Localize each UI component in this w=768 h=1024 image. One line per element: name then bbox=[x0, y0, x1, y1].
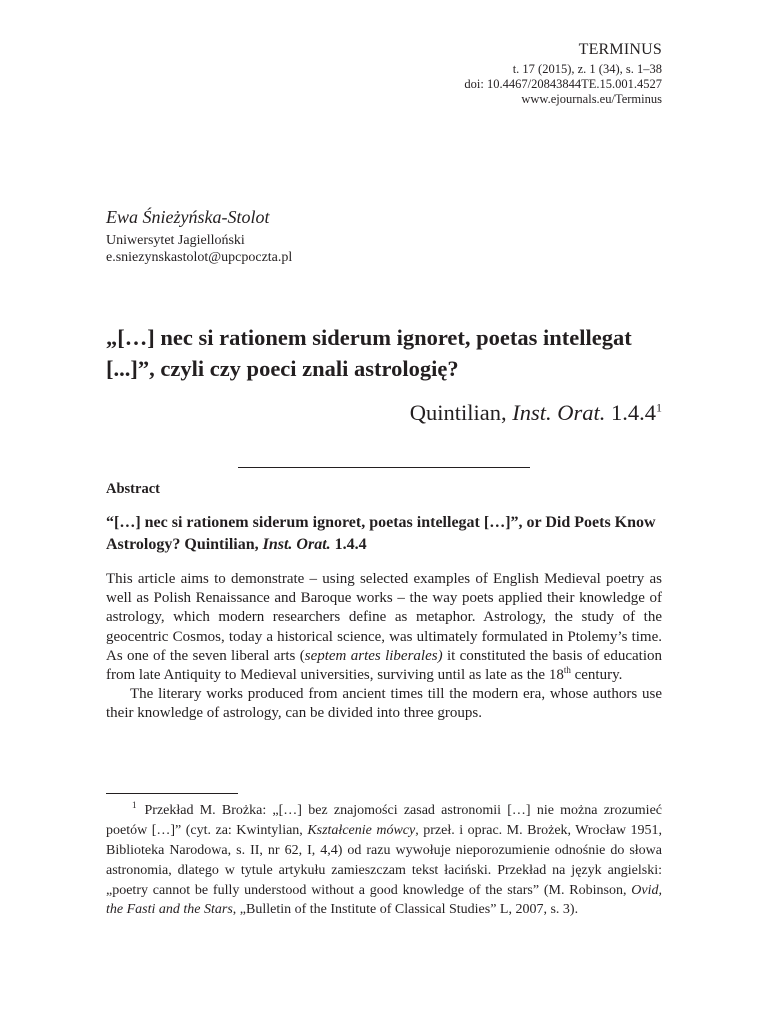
abstract-p1-text-c: century. bbox=[570, 666, 623, 683]
epigraph-author: Quintilian, bbox=[409, 400, 513, 425]
abstract-title-work: Inst. Orat. bbox=[262, 535, 331, 553]
footnote-italic-b: Ovid, the Fasti and the Stars bbox=[106, 882, 662, 918]
abstract-title bbox=[106, 512, 662, 555]
footnote-text-a: Przekład M. Brożka: „[…] bez znajomości zasad astronomii […] nie można zrozumieć poetów […]” (cyt. za: Kwintylian, bbox=[106, 803, 662, 838]
journal-url: www.ejournals.eu/Terminus bbox=[521, 92, 662, 107]
author-name: Ewa Śnieżyńska-Stolot bbox=[106, 207, 270, 227]
journal-header bbox=[464, 40, 662, 107]
abstract-paragraph-2: The literary works produced from ancient times till the modern era, whose authors use their knowledge of astrology, can be divided into three groups. bbox=[106, 686, 662, 722]
article-title: „[…] nec si rationem siderum ignoret, poetas intellegat [...]”, czyli czy poeci znali astrologię? bbox=[106, 325, 632, 382]
journal-doi: doi: 10.4467/20843844TE.15.001.4527 bbox=[464, 76, 662, 91]
author-email: e.sniezynskastolot@upcpoczta.pl bbox=[106, 250, 293, 265]
footnote-marker: 1 bbox=[656, 400, 662, 415]
abstract-heading: Abstract bbox=[106, 481, 160, 497]
epigraph-work: Inst. Orat. bbox=[512, 400, 606, 425]
abstract-body bbox=[106, 570, 662, 724]
abstract-p1-superscript: th bbox=[563, 664, 571, 675]
title-divider bbox=[238, 467, 530, 468]
abstract-title-text: “[…] nec si rationem siderum ignoret, poetas intellegat […]”, or Did Poets Know Astrology? Quintilian, bbox=[106, 514, 656, 553]
abstract-p1-italic: septem artes liberales) bbox=[304, 647, 443, 664]
footnote-number: 1 bbox=[132, 800, 137, 811]
journal-volume: t. 17 (2015), z. 1 (34), s. 1–38 bbox=[512, 61, 662, 76]
abstract-p1-text-a: This article aims to demonstrate – using selected examples of English Medieval poetry as well as Polish Renaissance and Baroque works – the way poets applied their knowledge of astrology, which modern researchers define as metaphor. Astrology, the study of the geocentric Cosmos, today a historical science, was ultimately formulated in Ptolemy’s time. As one of the seven liberal arts ( bbox=[106, 571, 662, 664]
epigraph-reference: 1.4.4 bbox=[605, 400, 656, 425]
abstract-title-reference: 1.4.4 bbox=[330, 535, 367, 553]
epigraph bbox=[410, 400, 662, 426]
author-affiliation: Uniwersytet Jagielloński bbox=[106, 232, 245, 248]
footnote-text-b: , przeł. i oprac. M. Brożek, Wrocław 1951, Biblioteka Narodowa, s. II, nr 62, I, 4,4) od razu wywołuje nieporozumienie odnośnie do słowa astronomia, dlatego w tytule artykułu zamieszczam tekst łaciński. Przekład na język angielski: „poetry cannot be fully understood without a good knowledge of the stars” (M. Robinson, bbox=[106, 822, 663, 898]
journal-title: TERMINUS bbox=[578, 41, 662, 58]
footnote bbox=[106, 801, 662, 920]
footnote-italic-a: Kształcenie mówcy bbox=[307, 822, 416, 838]
author-block bbox=[106, 206, 292, 267]
abstract-paragraph-1 bbox=[106, 570, 662, 685]
abstract-p1-text-b: it constituted the basis of education from late Antiquity to Medieval universities, surviving until as late as the 18 bbox=[106, 647, 662, 683]
footnote-divider bbox=[106, 793, 238, 794]
footnote-text-c: , „Bulletin of the Institute of Classical Studies” L, 2007, s. 3). bbox=[232, 902, 579, 918]
